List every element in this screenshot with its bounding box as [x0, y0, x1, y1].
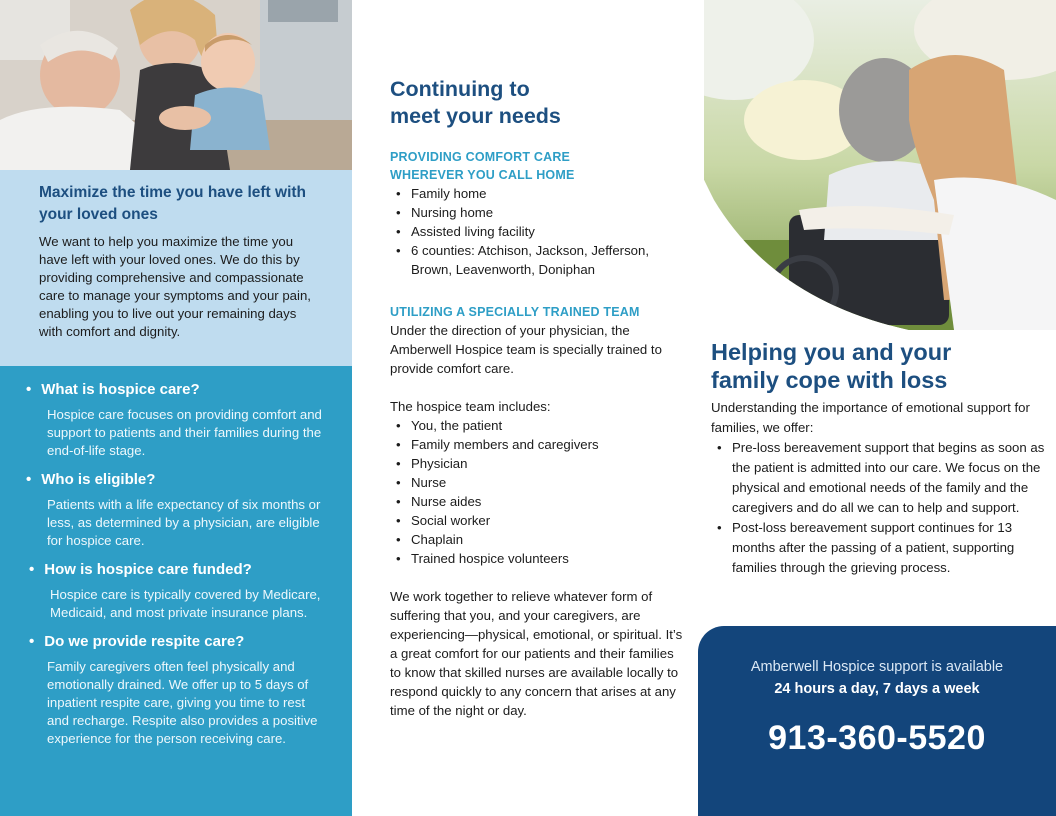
- bereavement-list: [711, 438, 1051, 578]
- faq-answer: Family caregivers often feel physically and emotionally drained. We offer up to 5 days of inpatient respite care, giving you time to rest and recharge. Respite also provides a positive experience for the person receiving care.: [47, 659, 318, 746]
- left-panel: [0, 0, 352, 816]
- list-item: • Nurse: [390, 473, 684, 492]
- contact-hours: 24 hours a day, 7 days a week: [774, 681, 980, 697]
- list-item: • 6 counties: Atchison, Jackson, Jefferson, Brown, Leavenworth, Doniphan: [390, 241, 684, 279]
- family-photo: [0, 0, 352, 170]
- team-intro: Under the direction of your physician, the Amberwell Hospice team is specially trained to provide comfort care.: [390, 323, 662, 376]
- intro-body: We want to help you maximize the time you have left with your loved ones. We do this by providing comprehensive and compassionate care to manage your symptoms and your pain, enabling you to live out your remaining days with comfort and dignity.: [39, 234, 311, 339]
- right-title-line2: family cope with loss: [711, 367, 948, 393]
- closing-paragraph: We work together to relieve whatever form of suffering that you, and your caregivers, are experiencing—physical, emotional, or spiritual. It’s a great comfort for our patients and their families to know that skilled nurses are available locally to respond quickly to any concern that arises at any time of the night or day.: [390, 589, 683, 718]
- bullet-icon: •: [29, 561, 35, 578]
- faq-answer: Hospice care is typically covered by Medicare, Medicaid, and most private insurance plans.: [50, 587, 321, 620]
- faq-question: Who is eligible?: [41, 471, 156, 488]
- list-item: • Physician: [390, 454, 684, 473]
- faq-box: [0, 366, 352, 816]
- faq-question: What is hospice care?: [41, 381, 200, 398]
- intro-title: Maximize the time you have left with your loved ones: [39, 184, 307, 223]
- list-item: • Family home: [390, 184, 684, 203]
- family-photo-illustration: [0, 0, 352, 170]
- middle-panel: [352, 0, 704, 816]
- list-item: • Nursing home: [390, 203, 684, 222]
- list-item: • Assisted living facility: [390, 222, 684, 241]
- bullet-icon: •: [29, 633, 35, 650]
- right-intro: Understanding the importance of emotional support for families, we offer:: [711, 400, 1030, 435]
- faq-question: Do we provide respite care?: [44, 633, 245, 650]
- comfort-care-heading: PROVIDING COMFORT CARE WHEREVER YOU CALL HOME: [390, 150, 575, 182]
- list-item: • You, the patient: [390, 416, 684, 435]
- list-item: • Chaplain: [390, 530, 684, 549]
- middle-title: [390, 76, 684, 130]
- faq-answer: Patients with a life expectancy of six months or less, as determined by a physician, are eligible for hospice care.: [47, 497, 321, 548]
- right-title: [711, 338, 1041, 394]
- team-list-intro: The hospice team includes:: [390, 399, 551, 414]
- contact-availability: Amberwell Hospice support is available: [750, 659, 1004, 675]
- caregiver-photo: [704, 0, 1056, 330]
- list-item: • Pre-loss bereavement support that begins as soon as the patient is admitted into our care. We focus on the physical and emotional needs of the family and the caregivers and do all we can to help and support.: [711, 438, 1051, 518]
- faq-answer: Hospice care focuses on providing comfort and support to patients and their families during the end-of-life stage.: [47, 407, 322, 458]
- faq-item-who-is-eligible: [26, 470, 326, 550]
- list-item: • Nurse aides: [390, 492, 684, 511]
- list-item: • Social worker: [390, 511, 684, 530]
- bullet-icon: •: [26, 471, 32, 488]
- right-title-line1: Helping you and your: [711, 339, 952, 365]
- bullet-icon: •: [26, 381, 32, 398]
- faq-question: How is hospice care funded?: [44, 561, 252, 578]
- list-item: • Family members and caregivers: [390, 435, 684, 454]
- middle-title-line2: meet your needs: [390, 104, 561, 128]
- list-item: • Trained hospice volunteers: [390, 549, 684, 568]
- middle-title-line1: Continuing to: [390, 77, 530, 101]
- comfort-care-list: [390, 184, 684, 279]
- contact-box: [698, 626, 1056, 816]
- faq-item-funding: [26, 560, 326, 622]
- team-heading: UTILIZING A SPECIALLY TRAINED TEAM: [390, 305, 640, 319]
- right-panel: [704, 0, 1056, 816]
- team-list: [390, 416, 684, 568]
- faq-item-respite-care: [26, 632, 326, 748]
- list-item: • Post-loss bereavement support continues for 13 months after the passing of a patient, supporting families through the grieving process.: [711, 518, 1051, 578]
- intro-box: [0, 170, 352, 366]
- faq-item-what-is-hospice: [26, 380, 326, 460]
- contact-phone-number[interactable]: 913-360-5520: [768, 719, 986, 757]
